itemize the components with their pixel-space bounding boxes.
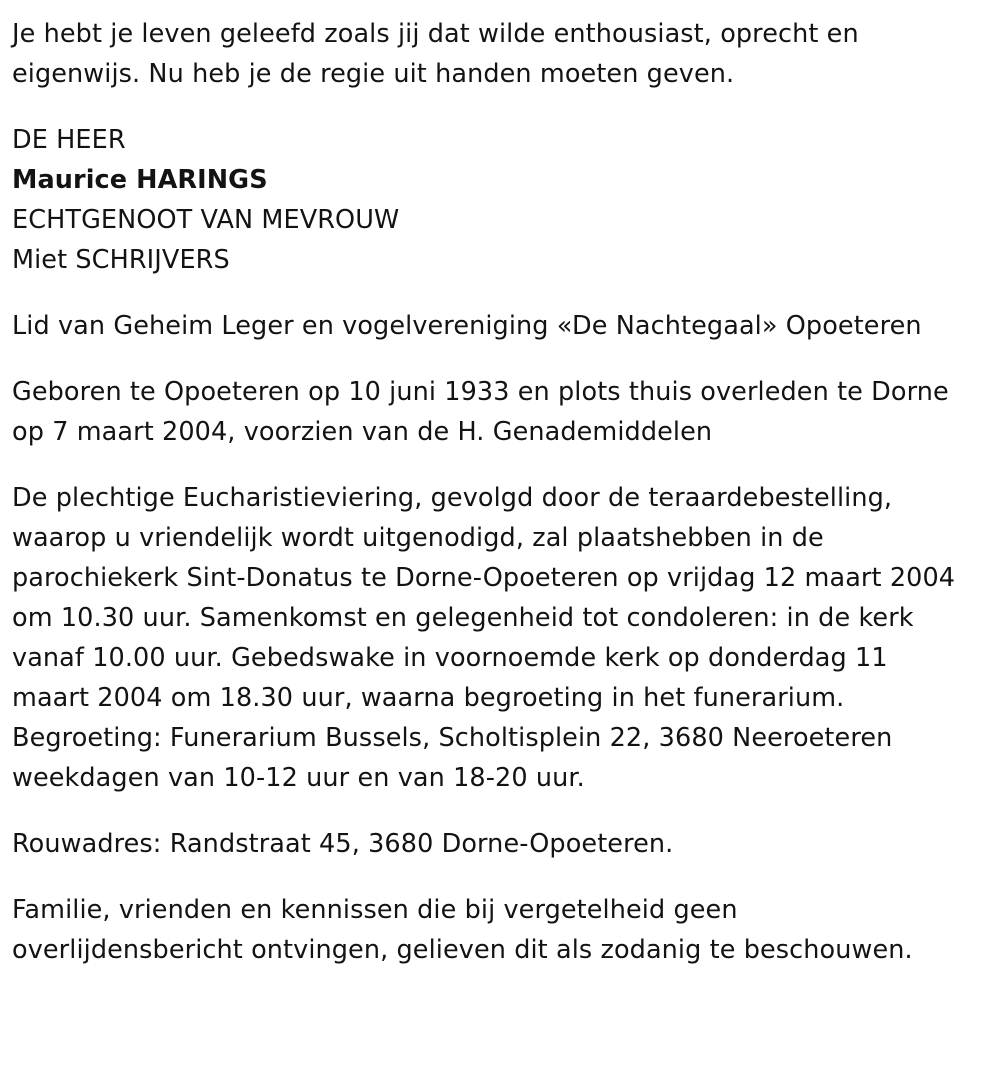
dates-paragraph	[12, 372, 980, 452]
mourning-address-line-1: Rouwadres: Randstraat 45, 3680 Dorne-Opoeteren.	[12, 829, 674, 859]
service-line-8: weekdagen van 10-12 uur en van 18-20 uur.	[12, 763, 585, 793]
service-line-1: De plechtige Eucharistieviering, gevolgd door de teraardebestelling,	[12, 483, 893, 513]
spouse-label: ECHTGENOOT VAN MEVROUW	[12, 205, 400, 235]
mourning-address-paragraph	[12, 824, 980, 864]
service-line-5: vanaf 10.00 uur. Gebedswake in voornoemde kerk op donderdag 11	[12, 643, 888, 673]
memberships-line-1: Lid van Geheim Leger en vogelvereniging «De Nachtegaal» Opoeteren	[12, 311, 922, 341]
dates-line-1: Geboren te Opoeteren op 10 juni 1933 en plots thuis overleden te Dorne	[12, 377, 949, 407]
intro-line-2: eigenwijs. Nu heb je de regie uit handen moeten geven.	[12, 59, 735, 89]
memberships-paragraph	[12, 306, 980, 346]
intro-paragraph	[12, 14, 980, 94]
intro-line-1: Je hebt je leven geleefd zoals jij dat wilde enthousiast, oprecht en	[12, 19, 859, 49]
closing-line-1: Familie, vrienden en kennissen die bij vergetelheid geen	[12, 895, 738, 925]
deceased-name: Maurice HARINGS	[12, 165, 268, 195]
service-paragraph	[12, 478, 980, 798]
service-line-4: om 10.30 uur. Samenkomst en gelegenheid tot condoleren: in de kerk	[12, 603, 914, 633]
spouse-name: Miet SCHRIJVERS	[12, 245, 230, 275]
service-line-6: maart 2004 om 18.30 uur, waarna begroeting in het funerarium.	[12, 683, 845, 713]
deceased-title: DE HEER	[12, 125, 126, 155]
closing-paragraph	[12, 890, 980, 970]
service-line-2: waarop u vriendelijk wordt uitgenodigd, zal plaatshebben in de	[12, 523, 824, 553]
dates-line-2: op 7 maart 2004, voorzien van de H. Genademiddelen	[12, 417, 713, 447]
closing-line-2: overlijdensbericht ontvingen, gelieven dit als zodanig te beschouwen.	[12, 935, 913, 965]
service-line-3: parochiekerk Sint-Donatus te Dorne-Opoeteren op vrijdag 12 maart 2004	[12, 563, 956, 593]
service-line-7: Begroeting: Funerarium Bussels, Scholtisplein 22, 3680 Neeroeteren	[12, 723, 893, 753]
deceased-block	[12, 120, 980, 280]
